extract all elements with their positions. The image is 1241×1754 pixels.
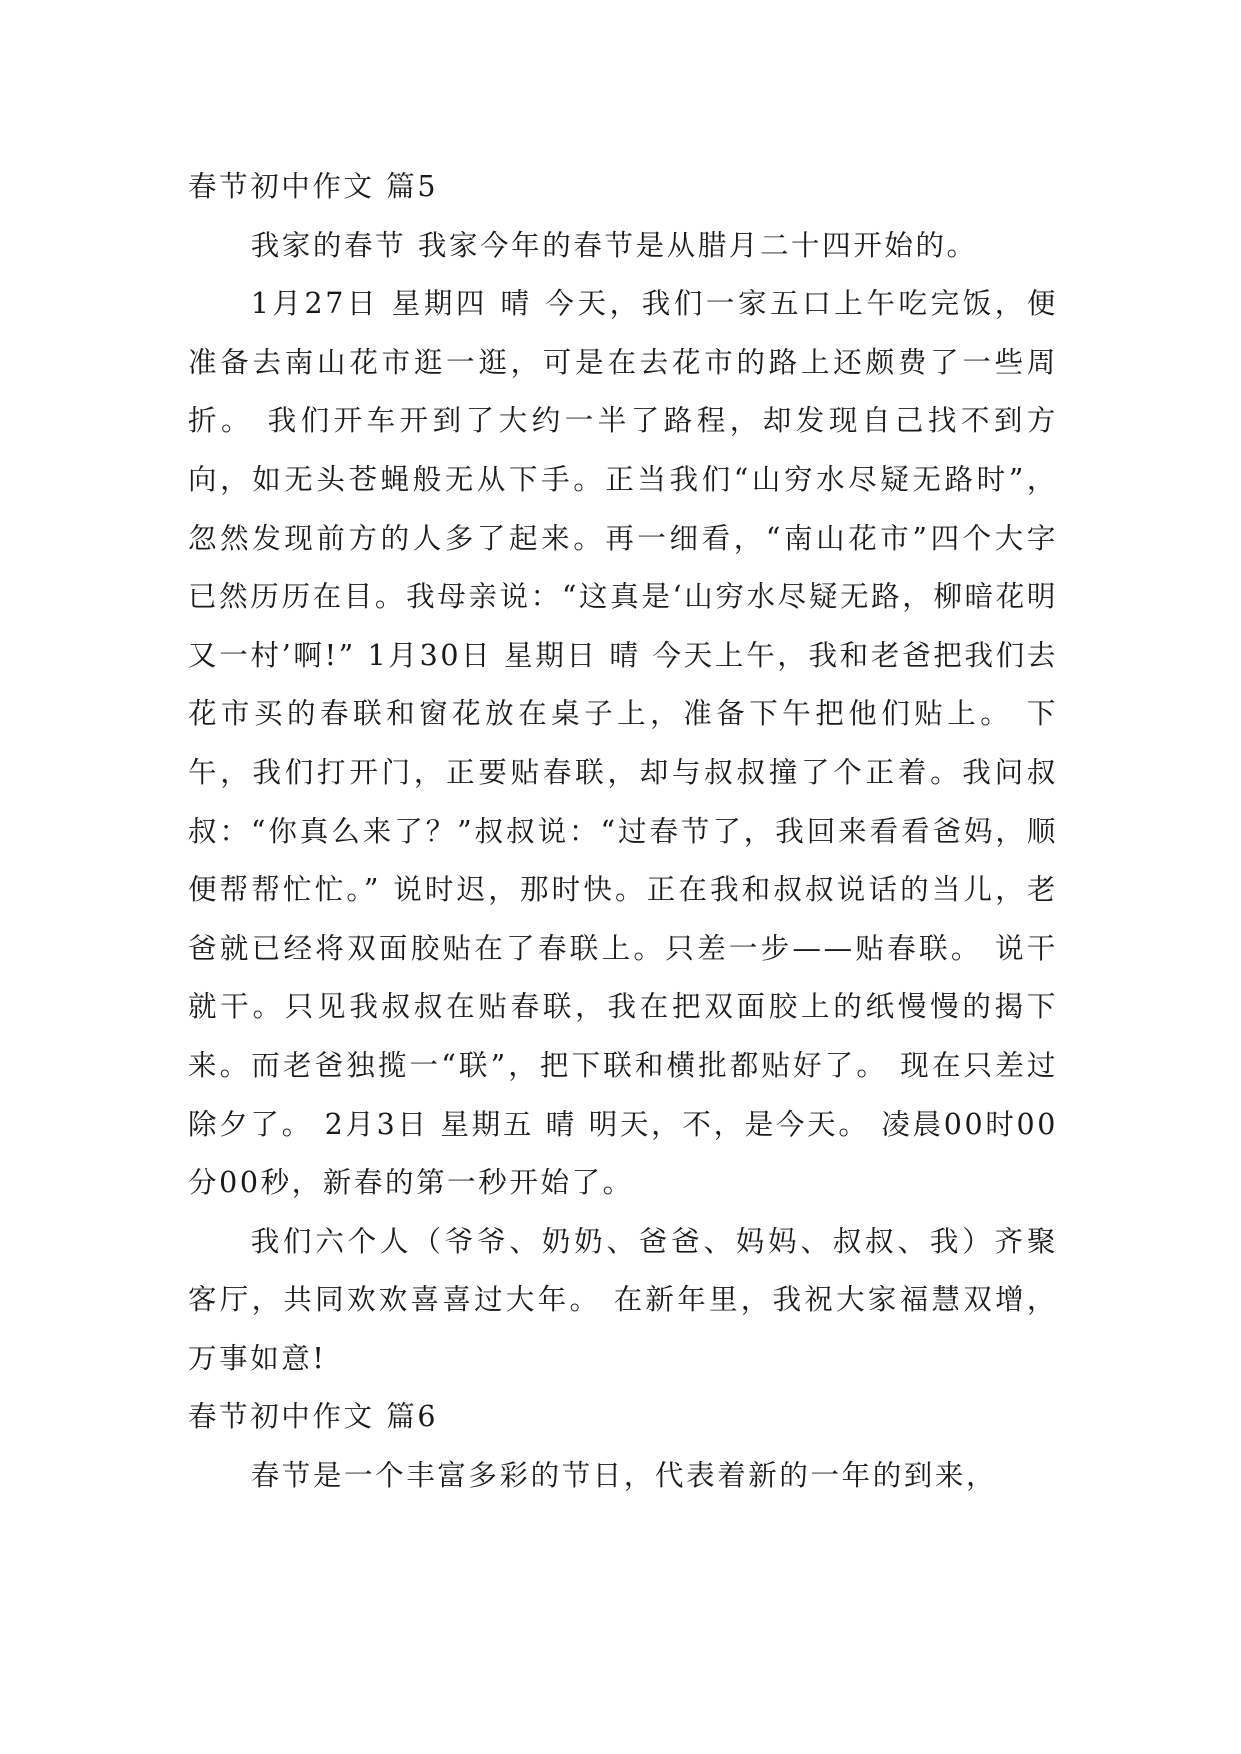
- section-heading: 春节初中作文 篇6: [188, 1400, 439, 1434]
- paragraph: 我们六个人（爷爷、奶奶、爸爸、妈妈、叔叔、我）齐聚客厅，共同欢欢喜喜过大年。 在新年里，我祝大家福慧双增，万事如意!: [188, 1224, 1058, 1375]
- paragraph: 我家的春节 我家今年的春节是从腊月二十四开始的。: [250, 228, 978, 262]
- paragraph: 1月27日 星期四 晴 今天，我们一家五口上午吃完饭，便准备去南山花市逛一逛，可是在去花市的路上还颇费了一些周折。 我们开车开到了大约一半了路程，却发现自己找不到方向，如无头苍蝇般无从下手。正当我们“山穷水尽疑无路时”，忽然发现前方的人多了起来。再一细看，“南山花市”四个大字已然历历在目。我母亲说：“这真是‘山穷水尽疑无路，柳暗花明又一村’啊!” 1月30日 星期日 晴 今天上午，我和老爸把我们去花市买的春联和窗花放在桌子上，准备下午把他们贴上。 下午，我们打开门，正要贴春联，却与叔叔撞了个正着。我问叔叔：“你真么来了？”叔叔说：“过春节了，我回来看看爸妈，顺便帮帮忙忙。” 说时迟，那时快。正在我和叔叔说话的当儿，老爸就已经将双面胶贴在了春联上。只差一步——贴春联。 说干就干。只见我叔叔在贴春联，我在把双面胶上的纸慢慢的揭下来。而老爸独揽一“联”，把下联和横批都贴好了。 现在只差过除夕了。 2月3日 星期五 晴 明天，不，是今天。 凌晨00时00分00秒，新春的第一秒开始了。: [188, 287, 1058, 1200]
- section-heading: 春节初中作文 篇5: [188, 170, 439, 203]
- document-body: [188, 158, 1058, 1506]
- paragraph: 春节是一个丰富多彩的节日，代表着新的一年的到来，: [250, 1459, 998, 1493]
